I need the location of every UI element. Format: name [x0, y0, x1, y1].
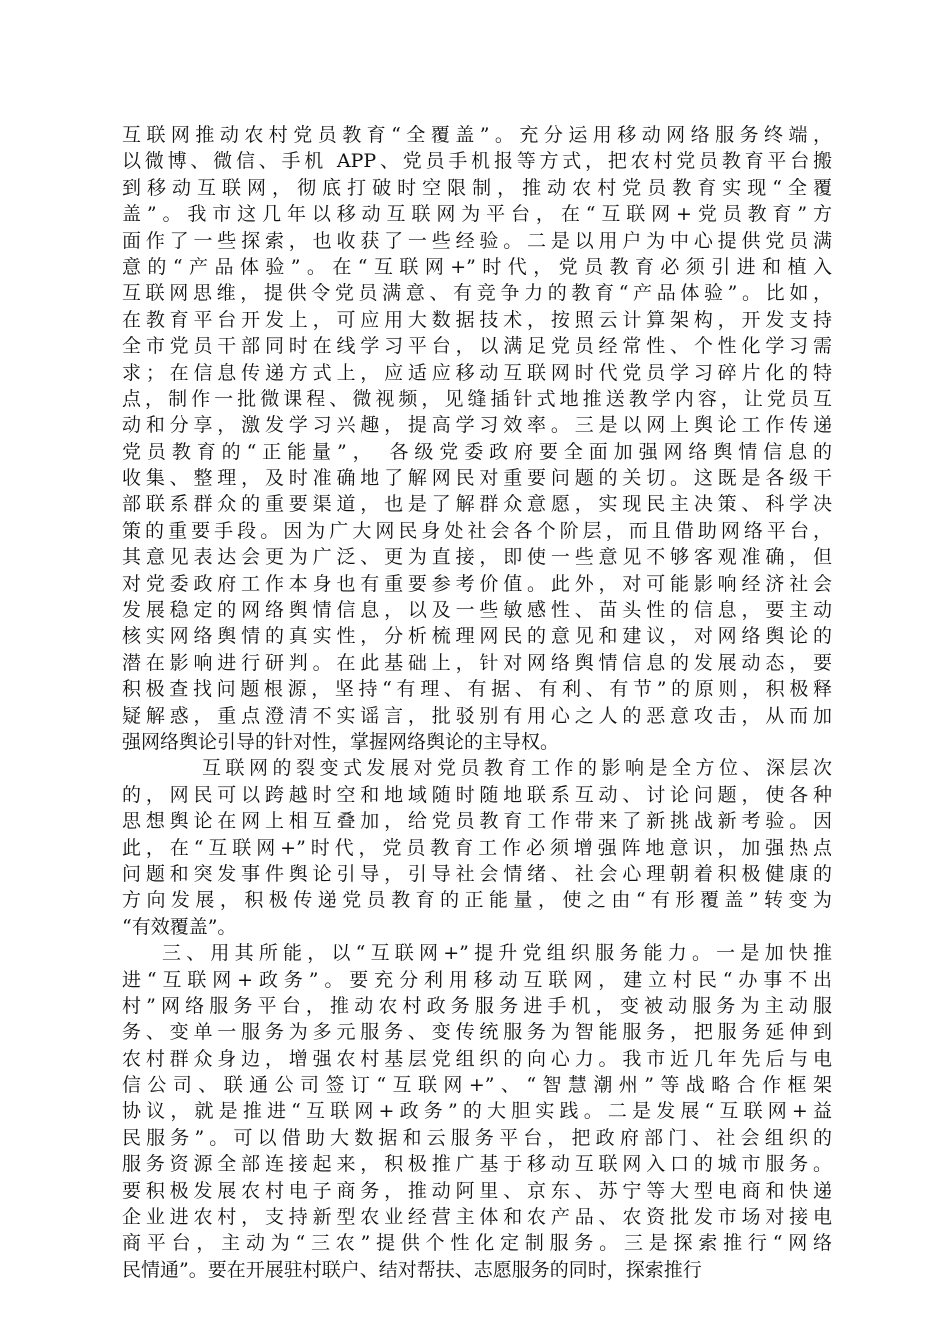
text-line: 潜在影响进行研判。在此基础上，针对网络舆情信息的发展动态，要	[122, 651, 832, 674]
text-line: 互联网思维，提供令党员满意、有竞争力的教育“产品体验”。比如，	[122, 282, 832, 305]
text-line: 到移动互联网，彻底打破时空限制，推动农村党员教育实现“全覆	[122, 176, 832, 199]
text-line: 商平台，主动为“三农”提供个性化定制服务。三是探索推行“网络	[122, 1232, 832, 1255]
text-line: 村”网络服务平台，推动农村政务服务进手机，变被动服务为主动服	[122, 994, 832, 1017]
text-line: 积极查找问题根源，坚持“有理、有据、有利、有节”的原则，积极释	[122, 678, 832, 701]
text-line: 收集、整理，及时准确地了解网民对重要问题的关切。这既是各级干	[122, 467, 832, 490]
text-line: 信公司、联通公司签订“互联网+”、“智慧潮州”等战略合作框架	[122, 1074, 832, 1097]
text-line: 思想舆论在网上相互叠加，给党员教育工作带来了新挑战新考验。因	[122, 810, 832, 833]
text-line: 强网络舆论引导的针对性，掌握网络舆论的主导权。	[122, 730, 560, 753]
text-line: 方向发展，积极传递党员教育的正能量，使之由“有形覆盖”转变为	[122, 889, 832, 912]
text-line: 点，制作一批微课程、微视频，见缝插针式地推送教学内容，让党员互	[122, 387, 832, 410]
document-body	[122, 122, 832, 1283]
text-line: 此，在“互联网+”时代，党员教育工作必须增强阵地意识，加强热点	[122, 836, 832, 859]
text-line: 农村群众身边，增强农村基层党组织的向心力。我市近几年先后与电	[122, 1047, 832, 1070]
text-line: 求；在信息传递方式上，应适应移动互联网时代党员学习碎片化的特	[122, 361, 832, 384]
text-line: 互联网推动农村党员教育“全覆盖”。充分运用移动网络服务终端，	[122, 124, 832, 146]
text-line: 问题和突发事件舆论引导，引导社会情绪、社会心理朝着积极健康的	[122, 862, 832, 885]
text-line: 发展稳定的网络舆情信息，以及一些敏感性、苗头性的信息，要主动	[122, 599, 832, 622]
text-line: 党员教育的“正能量”， 各级党委政府要全面加强网络舆情信息的	[122, 440, 832, 463]
text-line: 面作了一些探索，也收获了一些经验。二是以用户为中心提供党员满	[122, 229, 832, 252]
text-line: 务、变单一服务为多元服务、变传统服务为智能服务，把服务延伸到	[122, 1021, 832, 1044]
text-line: 对党委政府工作本身也有重要参考价值。此外，对可能影响经济社会	[122, 572, 832, 595]
paragraph-1	[122, 122, 832, 755]
text-line: 互联网的裂变式发展对党员教育工作的影响是全方位、深层次	[202, 757, 832, 780]
text-line: 在教育平台开发上，可应用大数据技术，按照云计算架构，开发支持	[122, 308, 832, 331]
text-line: 进“互联网+政务”。要充分利用移动互联网，建立村民“办事不出	[122, 968, 832, 991]
text-line: 部联系群众的重要渠道，也是了解群众意愿，实现民主决策、科学决	[122, 493, 832, 516]
text-line: 以微博、微信、手机 APP、党员手机报等方式，把农村党员教育平台搬	[122, 150, 832, 173]
text-line: 的，网民可以跨越时空和地域随时随地联系互动、讨论问题，使各种	[122, 783, 832, 806]
text-line: 民服务”。可以借助大数据和云服务平台，把政府部门、社会组织的	[122, 1126, 832, 1149]
text-line: 企业进农村，支持新型农业经营主体和农产品、农资批发市场对接电	[122, 1206, 832, 1229]
text-line: 协议，就是推进“互联网+政务”的大胆实践。二是发展“互联网+益	[122, 1100, 832, 1123]
text-line: 意的“产品体验”。在“互联网+”时代，党员教育必须引进和植入	[122, 255, 832, 278]
text-line: 疑解惑，重点澄清不实谣言，批驳别有用心之人的恶意攻击，从而加	[122, 704, 832, 727]
text-line: 民情通”。要在开展驻村联户、结对帮扶、志愿服务的同时，探索推行	[122, 1258, 702, 1281]
text-line: 核实网络舆情的真实性，分析梳理网民的意见和建议，对网络舆论的	[122, 625, 832, 648]
text-line: 盖”。我市这几年以移动互联网为平台，在“互联网+党员教育”方	[122, 203, 832, 226]
paragraph-2	[122, 755, 832, 940]
text-line: “有效覆盖”。	[122, 915, 237, 938]
text-line: 三、用其所能，以“互联网+”提升党组织服务能力。一是加快推	[162, 942, 832, 965]
text-line: 服务资源全部连接起来，积极推广基于移动互联网入口的城市服务。	[122, 1153, 832, 1176]
text-line: 要积极发展农村电子商务，推动阿里、京东、苏宁等大型电商和快递	[122, 1179, 832, 1202]
text-line: 动和分享，激发学习兴趣，提高学习效率。三是以网上舆论工作传递	[122, 414, 832, 437]
text-line: 其意见表达会更为广泛、更为直接，即使一些意见不够客观准确，但	[122, 546, 832, 569]
text-line: 全市党员干部同时在线学习平台，以满足党员经常性、个性化学习需	[122, 335, 832, 358]
text-line: 策的重要手段。因为广大网民身处社会各个阶层，而且借助网络平台，	[122, 519, 832, 542]
page-bottom-margin	[0, 1230, 950, 1344]
